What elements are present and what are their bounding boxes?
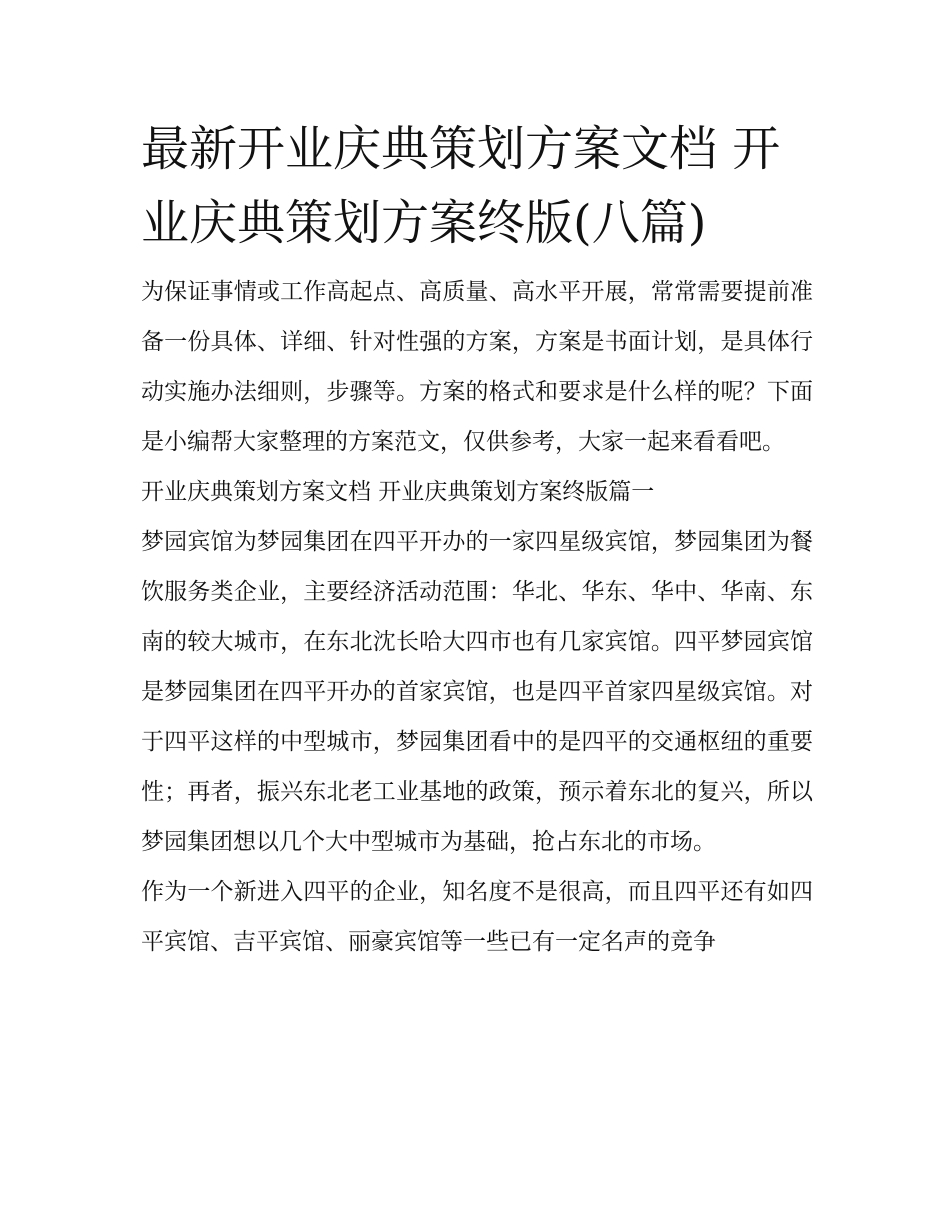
body-paragraph-1: 梦园宾馆为梦园集团在四平开办的一家四星级宾馆，梦园集团为餐饮服务类企业，主要经济活动范围：华北、华东、华中、华南、东南的较大城市，在东北沈长哈大四市也有几家宾馆。四平梦园宾馆是梦园集团在四平开办的首家宾馆，也是四平首家四星级宾馆。对于四平这样的中型城市，梦园集团看中的是四平的交通枢纽的重要性；再者，振兴东北老工业基地的政策，预示着东北的复兴，所以梦园集团想以几个大中型城市为基础，抢占东北的市场。 [141,529,813,855]
document-title: 最新开业庆典策划方案文档 开业庆典策划方案终版(八篇) [141,121,781,251]
section-heading: 开业庆典策划方案文档 开业庆典策划方案终版篇一 [141,479,655,505]
document-page [141,112,813,967]
intro-paragraph: 为保证事情或工作高起点、高质量、高水平开展，常常需要提前准备一份具体、详细、针对性强的方案，方案是书面计划，是具体行动实施办法细则，步骤等。方案的格式和要求是什么样的呢？下面是小编帮大家整理的方案范文，仅供参考，大家一起来看看吧。 [141,279,813,455]
body-paragraph-2: 作为一个新进入四平的企业，知名度不是很高，而且四平还有如四平宾馆、吉平宾馆、丽豪宾馆等一些已有一定名声的竞争 [141,879,813,955]
